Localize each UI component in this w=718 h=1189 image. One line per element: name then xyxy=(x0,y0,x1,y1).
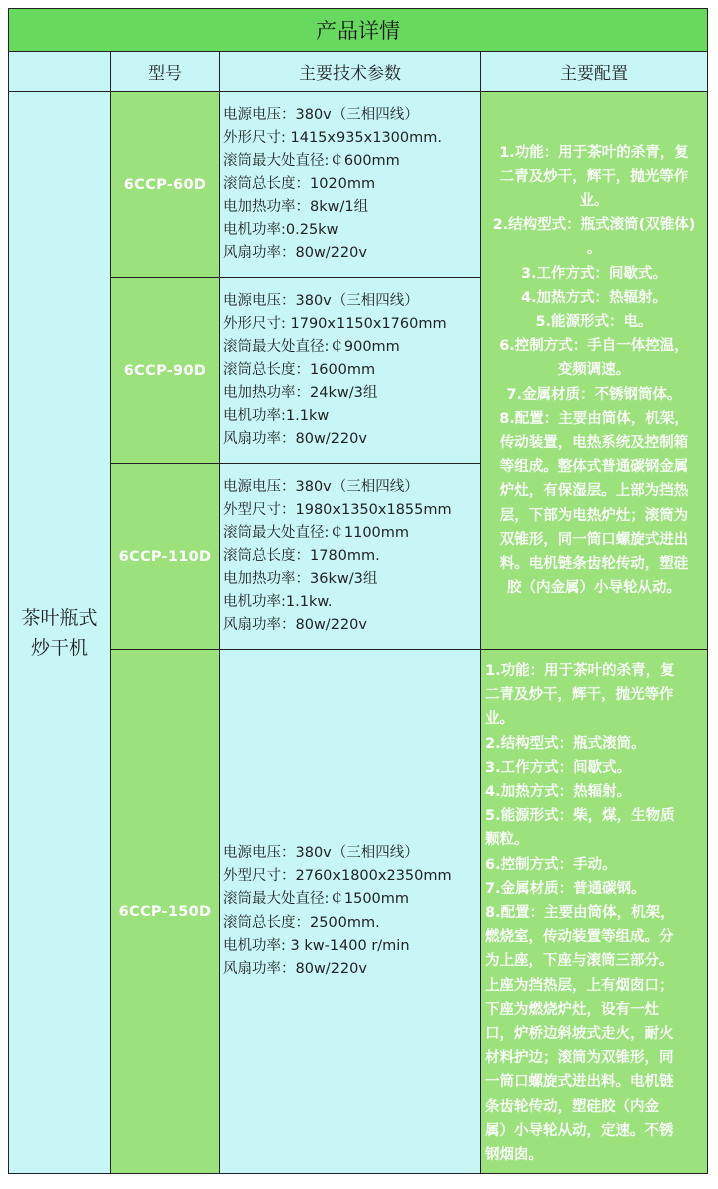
specs-cell xyxy=(220,278,481,464)
config-line: 8.配置：主要由筒体，机架， xyxy=(499,410,689,427)
spec-line: 滚筒总长度：2500mm. xyxy=(223,914,380,931)
config-line: 胶（内金属）小导轮从动。 xyxy=(506,580,681,597)
spec-line: 电机功率:1.1kw. xyxy=(223,594,333,611)
product-table xyxy=(8,8,708,1174)
config-line: 属）小导轮从动，定速。不锈 xyxy=(485,1122,674,1139)
spec-line: 外型尺寸：1980x1350x1855mm xyxy=(223,501,452,518)
config-line: 业。 xyxy=(579,192,609,209)
config-line: 一筒口螺旋式进出料。电机链 xyxy=(485,1074,674,1091)
config-line: 传动装置，电热系统及控制箱 xyxy=(499,435,689,451)
spec-line: 滚筒最大处直径:￠600mm xyxy=(223,152,400,169)
specs-cell xyxy=(220,650,481,1173)
spec-line: 风扇功率：80w/220v xyxy=(223,245,367,262)
spec-line: 外型尺寸：2760x1800x2350mm xyxy=(223,868,452,885)
config-fuel xyxy=(481,650,707,1173)
config-line: 料。电机链条齿轮传动，塑硅 xyxy=(499,556,689,573)
config-line: 。 xyxy=(586,241,602,258)
config-line: 条齿轮传动，塑硅胶（内金 xyxy=(485,1098,659,1115)
header-specs: 主要技术参数 xyxy=(220,52,481,92)
config-line: 变频调速。 xyxy=(557,362,631,379)
spec-line: 风扇功率：80w/220v xyxy=(223,960,367,977)
spec-line: 电源电压：380v（三相四线） xyxy=(223,478,419,495)
config-line: 炉灶，有保湿层。上部为挡热 xyxy=(499,483,689,500)
product-name-line: 炒干机 xyxy=(30,636,88,659)
config-line: 二青及炒干，辉干，抛光等作 xyxy=(499,168,689,185)
header-model: 型号 xyxy=(111,52,220,92)
config-line: 为上座，下座与滚筒三部分。 xyxy=(485,953,674,970)
spec-line: 电机功率:1.1kw xyxy=(223,408,330,425)
model-cell: 6CCP-90D xyxy=(111,278,220,464)
spec-line: 电源电压：380v（三相四线） xyxy=(223,845,419,862)
spec-line: 风扇功率：80w/220v xyxy=(223,617,367,634)
specs-cell xyxy=(220,92,481,278)
spec-line: 滚筒总长度：1600mm xyxy=(223,361,376,378)
header-config: 主要配置 xyxy=(481,52,707,92)
spec-line: 电机功率:0.25kw xyxy=(223,222,339,239)
header-blank xyxy=(9,52,111,92)
config-line: 5.能源形式：柴，煤，生物质 xyxy=(485,808,675,825)
spec-line: 滚筒最大处直径:￠1500mm xyxy=(223,891,410,908)
config-line: 3.工作方式：间歇式。 xyxy=(485,759,632,776)
config-line: 下座为燃烧炉灶，设有一灶 xyxy=(485,1001,659,1018)
config-line: 6.控制方式：手动。 xyxy=(485,856,617,873)
product-name-line: 茶叶瓶式 xyxy=(21,606,98,629)
spec-line: 滚筒最大处直径:￠1100mm xyxy=(223,524,410,541)
config-line: 层，下部为电热炉灶；滚筒为 xyxy=(499,507,689,524)
config-line: 二青及炒干，辉干，抛光等作 xyxy=(485,687,674,704)
spec-line: 外形尺寸: 1790x1150x1760mm xyxy=(223,315,447,332)
spec-line: 外形尺寸: 1415x935x1300mm. xyxy=(223,129,442,146)
config-line: 上座为挡热层，上有烟囱口； xyxy=(485,977,674,994)
config-line: 6.控制方式：手自一体控温， xyxy=(499,338,689,355)
config-line: 颗粒。 xyxy=(485,832,529,849)
config-line: 2.结构型式：瓶式滚筒(双锥体) xyxy=(492,217,696,234)
config-line: 业。 xyxy=(485,711,514,728)
config-line: 8.配置：主要由筒体，机架， xyxy=(485,905,675,922)
config-line: 7.金属材质：普通碳钢。 xyxy=(485,880,646,897)
config-line: 5.能源形式：电。 xyxy=(535,313,653,330)
spec-line: 电加热功率：36kw/3组 xyxy=(223,571,378,588)
spec-line: 电源电压：380v（三相四线） xyxy=(223,292,419,309)
config-line: 1.功能：用于茶叶的杀青，复 xyxy=(499,144,689,161)
spec-line: 电加热功率：24kw/3组 xyxy=(223,385,378,402)
spec-line: 风扇功率：80w/220v xyxy=(223,431,367,448)
config-line: 3.工作方式：间歇式。 xyxy=(520,265,668,282)
model-cell: 6CCP-150D xyxy=(111,650,220,1173)
config-line: 等组成。整体式普通碳钢金属 xyxy=(499,459,689,476)
config-line: 1.功能：用于茶叶的杀青，复 xyxy=(485,663,675,679)
config-line: 双锥形，同一筒口螺旋式进出 xyxy=(499,531,689,548)
config-line: 燃烧室，传动装置等组成。分 xyxy=(485,929,674,946)
config-line: 4.加热方式：热辐射。 xyxy=(520,289,668,306)
spec-line: 电加热功率：8kw/1组 xyxy=(223,199,369,216)
config-line: 7.金属材质：不锈钢筒体。 xyxy=(506,386,682,403)
spec-line: 滚筒总长度：1780mm. xyxy=(223,547,380,564)
spec-line: 滚筒总长度：1020mm xyxy=(223,175,376,192)
config-electric xyxy=(481,92,707,650)
config-line: 4.加热方式：热辐射。 xyxy=(485,784,632,801)
specs-cell xyxy=(220,464,481,650)
spec-line: 电源电压：380v（三相四线） xyxy=(223,106,419,123)
product-name xyxy=(9,92,111,1173)
config-line: 2.结构型式：瓶式滚筒。 xyxy=(485,735,646,752)
config-line: 钢烟囱。 xyxy=(485,1147,543,1164)
spec-line: 电机功率: 3 kw-1400 r/min xyxy=(223,937,410,954)
spec-line: 滚筒最大处直径:￠900mm xyxy=(223,338,400,355)
config-line: 材料护边；滚筒为双锥形，同 xyxy=(485,1050,674,1067)
config-line: 口，炉桥边斜坡式走火，耐火 xyxy=(485,1026,674,1043)
model-cell: 6CCP-60D xyxy=(111,92,220,278)
table-title: 产品详情 xyxy=(9,9,707,52)
model-cell: 6CCP-110D xyxy=(111,464,220,650)
